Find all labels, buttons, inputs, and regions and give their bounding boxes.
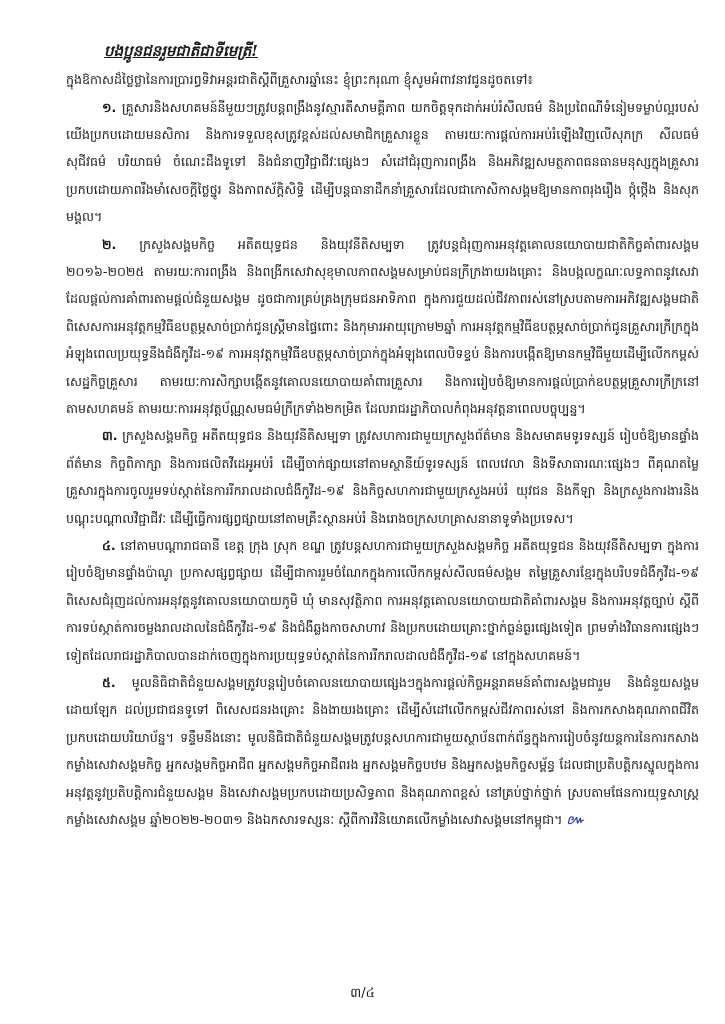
paragraph-text: គ្រួសារនិងសហគមន៍នីមួយៗត្រូវបន្តពង្រឹងនូវស្មារតីសាមគ្គីភាព យកចិត្តទុកដាក់អប់រំសីលធម៌ និងប្រពៃណីទំនៀមទម្លាប់ល្អរបស់យើងប្រកបដោយមនសិការ និងការទទួលខុសត្រូវខ្ពស់ដល់សមាជិកគ្រួសារខ្លួន តាមរយៈការផ្តល់ការអប់រំឡើងវិញលើសុភក្រ សីលធម៌ សុជីវធម៌ បរិយាធម៌ ចំណេះដឹងទូទៅ និងជំនាញវិជ្ជាជីវៈផ្សេងៗ សំដៅជំរុញការពង្រឹង និងអភិវឌ្ឍសមត្ថភាពធនធានមនុស្សក្នុងគ្រួសារប្រកបដោយភាពរឹងមាំសេចក្តីថ្លៃថ្នូរ និងភាពស័ក្តិសិទ្ធិ ដើម្បីបន្តធានាដឹកនាំគ្រួសារដែលជាកោសិកាសង្គមឱ្យមានភាពរុងរឿង ថ្កុំថ្កើង និងសុភមង្គល។ bbox=[66, 99, 699, 225]
intro-paragraph: ក្នុងឱកាសដ៏ថ្លៃថ្លានៃការប្រារព្ធទិវាអន្តរជាតិស្តីពីគ្រួសារឆ្នាំនេះ ខ្ញុំព្រះករុណា ខ្ញុំសូមអំពាវនាវជូនដូចតទៅ៖ bbox=[66, 72, 533, 87]
paragraph-1 bbox=[66, 94, 699, 231]
end-mark-icon: ៚ bbox=[566, 812, 585, 828]
paragraph-number: ៥. bbox=[102, 675, 116, 691]
paragraph-number: ២. bbox=[102, 236, 117, 252]
paragraph-text: មូលនិធិជាតិជំនួយសង្គមត្រូវបន្តរៀបចំគោលនយោបាយផ្សេងៗក្នុងការផ្តល់កិច្ចអន្តរាគមន៍គាំពារសង្គមជារួម និងជំនួយសង្គមដោយឡែក ដល់ប្រជាជនទូទៅ ពិសេសជនរងគ្រោះ និងងាយរងគ្រោះ ដើម្បីសំដៅលើកកម្ពស់ជីវភាពរស់នៅ និងការកសាងគុណភាពជីវិតប្រកបដោយបរិយាប័ន្ន។ ទន្ទឹមនឹងនោះ មូលនិធិជាតិជំនួយសង្គមត្រូវបន្តសហការជាមួយស្ថាប័នពាក់ព័ន្ធក្នុងការរៀបចំនូវយន្តការនៃការកសាងកម្លាំងសេវាសង្គមកិច្ច អ្នកសង្គមកិច្ចអាជីព អ្នកសង្គមកិច្ចអាជីពរង អ្នកសង្គមកិច្ចបឋម និងអ្នកសង្គមកិច្ចសម្ព័ន្ធ ដែលជាប្រតិបត្តិករស្នូលក្នុងការអនុវត្តនូវប្រតិបត្តិការជំនួយសង្គម និងសេវាសង្គមប្រកបដោយប្រសិទ្ធភាព និងគុណភាពខ្ពស់ នៅគ្រប់ថ្នាក់ថ្នាក់ ស្របតាមផែនការយុទ្ធសាស្រ្តកម្លាំងសេវាសង្គម ឆ្នាំ២០២២-២០៣១ និងឯកសារទស្សនៈ ស្តីពីការវិនិយោគលើកម្លាំងសេវាសង្គមនៅកម្ពុជា។ bbox=[66, 675, 699, 828]
paragraph-number: ៣. bbox=[102, 428, 118, 444]
paragraph-text: នៅតាមបណ្តារាជធានី ខេត្ត ក្រុង ស្រុក ខណ្ឌ ត្រូវបន្តសហការជាមួយក្រសួងសង្គមកិច្ច អតីតយុទ្ធជន និងយុវនីតិសម្បទា ក្នុងការរៀបចំឱ្យមានផ្ទាំងប៉ាណូ ប្រកាសផ្សព្វផ្សាយ ដើម្បីជាការរួមចំណែកក្នុងការលើកកម្ពស់សីលធម៌សង្គម តម្លៃគ្រួសារខ្មែរក្នុងបរិបទជំងឺកូវីដ-១៩ ពិសេសជំរុញដល់ការអនុវត្តនូវគោលនយោបាយភូមិ ឃុំ មានសុវត្ថិភាព ការអនុវត្តគោលនយោបាយជាតិគាំពារសង្គម និងការអនុវត្តច្បាប់ ស្តីពីការទប់ស្កាត់ការចម្លងរាលដាលនៃជំងឺកូវីដ-១៩ និងជំងឺឆ្លងកាចសាហាវ និងប្រកបដោយគ្រោះថ្នាក់ធ្ងន់ធ្ងរផ្សេងទៀត ព្រមទាំងវិធានការផ្សេងៗទៀតដែលរាជរដ្ឋាភិបាលបានដាក់ចេញក្នុងការប្រយុទ្ធទប់ស្កាត់នៃការរីករាលដាលជំងឺកូវីដ-១៩ នៅក្នុងសហគមន៍។ bbox=[66, 538, 699, 663]
salutation-heading: បងប្អូនជនរួមជាតិជាទីមេត្រី! bbox=[104, 42, 258, 60]
paragraph-2 bbox=[66, 231, 699, 423]
page-number: ៣/៤ bbox=[350, 986, 375, 1001]
paragraph-text: ក្រសួងសង្គមកិច្ច អតីតយុទ្ធជន និងយុវនីតិសម្បទា ត្រូវបន្តជំរុញការអនុវត្តគោលនយោបាយជាតិកិច្ចគាំពារសង្គម ២០១៦-២០២៥ តាមរយៈការពង្រឹង និងពង្រីកសេវាសុខុមាលភាពសង្គមសម្រាប់ជនក្រីក្រងាយរងគ្រោះ និងបង្កលក្ខណៈលទ្ធភាពនូវសេវាដែលផ្តល់ការគាំពារតាមផ្តល់ជំនួយសង្គម ដូចជាការគ្រប់គ្រងក្រុមជនអាទិភាព ក្នុងការជួយដល់ជីវភាពរស់នៅស្របតាមការអភិវឌ្ឍសង្គមជាតិ ពិសេសការអនុវត្តកម្មវិធីឧបត្ថម្ភសាច់ប្រាក់ជូនស្ត្រីមានផ្ទៃពោះ និងកុមារអាយុក្រោម២ឆ្នាំ ការអនុវត្តកម្មវិធីឧបត្ថម្ភសាច់ប្រាក់ជូនគ្រួសារក្រីក្រក្នុងអំឡុងពេលប្រយុទ្ធនឹងជំងឺកូវីដ-១៩ ការអនុវត្តកម្មវិធីឧបត្ថម្ភសាច់ប្រាក់ក្នុងអំឡុងពេលបិទខ្ទប់ និងការបង្កើតឱ្យមានកម្មវិធីមួយដើម្បីលើកកម្ពស់សេដ្ឋកិច្ចគ្រួសារ តាមរយៈការសិក្សាបង្កើតនូវគោលនយោបាយគាំពារគ្រួសារ និងការរៀបចំឱ្យមានការផ្តល់ប្រាក់ឧបត្ថម្ភគ្រួសារក្រីក្រនៅតាមសហគមន៍ តាមរយៈការអនុវត្តប័ណ្ណសមធម៌ក្រីក្រទាំង២កម្រិត ដែលរាជរដ្ឋាភិបាលកំពុងអនុវត្តនាពេលបច្ចុប្បន្ន។ bbox=[66, 236, 699, 416]
paragraph-number: ៤. bbox=[102, 538, 116, 553]
paragraph-4 bbox=[66, 532, 699, 669]
paragraph-text: ក្រសួងសង្គមកិច្ច អតីតយុទ្ធជន និងយុវនីតិសម្បទា ត្រូវសហការជាមួយក្រសួងព័ត៌មាន និងសមាគមទូរទស្សន៍ រៀបចំឱ្យមានផ្ទាំងព័ត៌មាន កិច្ចពិភាក្សា និងការផលិតវីដេអូអប់រំ ដើម្បីចាក់ផ្សាយនៅតាមស្ថានីយ៍ទូរទស្សន៍ ពេលវេលា និងទីសាធារណៈផ្សេងៗ ពីគុណតម្លៃគ្រួសារក្នុងការចូលរួមទប់ស្កាត់នៃការរីករាលដាលជំងឺកូវីដ-១៩ និងកិច្ចសហការជាមួយក្រសួងអប់រំ យុវជន និងកីឡា និងក្រសួងការងារនិងបណ្តុះបណ្តាលវិជ្ជាជីវៈ ដើម្បីធ្វើការផ្សព្វផ្សាយនៅតាមគ្រឹះស្ថានអប់រំ និងរោងចក្រសហគ្រាសនានាទូទាំងប្រទេស។ bbox=[66, 428, 699, 526]
paragraph-5 bbox=[66, 669, 699, 833]
paragraph-3 bbox=[66, 422, 699, 532]
paragraph-number: ១. bbox=[102, 99, 117, 115]
